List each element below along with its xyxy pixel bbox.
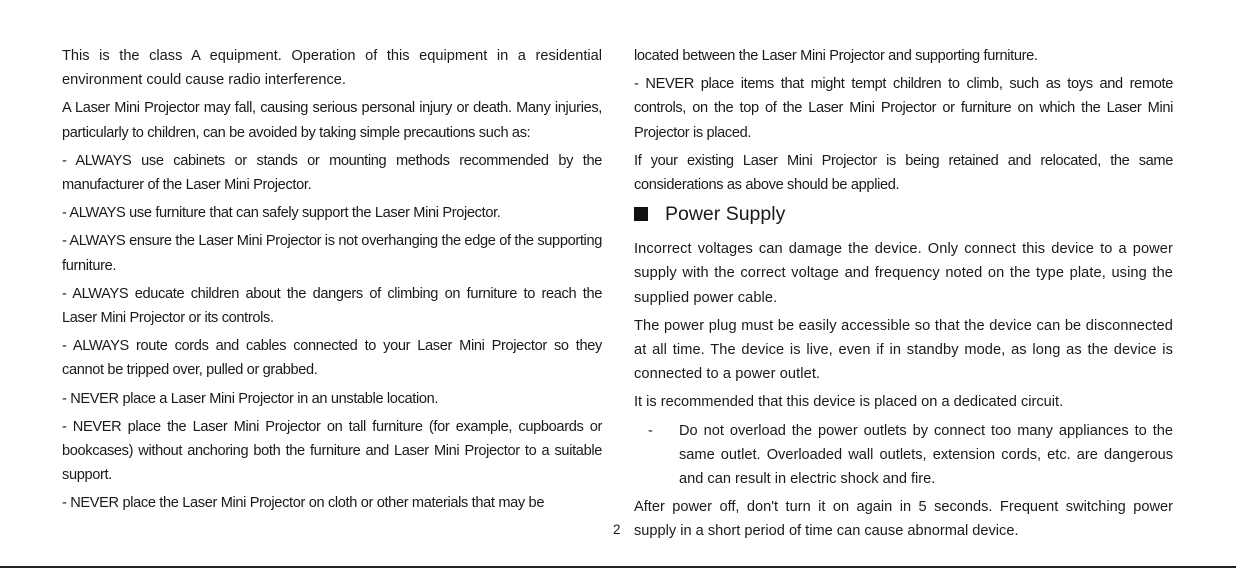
power-off-note: After power off, don't turn it on again in 5 seconds. Frequent switching power supply in a short period of time can cause abnormal device. [634,499,1173,540]
class-a-notice: This is the class A equipment. Operation of this equipment in a residential environment could cause radio interference. [62,48,602,89]
black-square-icon [634,207,648,221]
power-plug-note: The power plug must be easily accessible so that the device can be disconnected at all time. The device is live, even if in standby mode, as long as the device is connected to a power outlet. [634,317,1173,383]
precaution-item: - ALWAYS educate children about the dangers of climbing on furniture to reach the Laser Mini Projector or its controls. [62,285,602,327]
precaution-item: - NEVER place a Laser Mini Projector in an unstable location. [62,390,439,407]
circuit-note: It is recommended that this device is placed on a dedicated circuit. [634,394,1064,411]
overload-item [634,419,1173,492]
right-column [634,44,1173,548]
list-dash: - [648,422,653,439]
overload-text: Do not overload the power outlets by connect too many appliances to the same outlet. Overloaded wall outlets, extension cords, etc. are dangerous and can result in electric shock and fire. [679,422,1173,488]
section-heading-text: Power Supply [665,203,786,226]
fall-warning: A Laser Mini Projector may fall, causing serious personal injury or death. Many injuries, particularly to children, can be avoided by taking simple precautions such as: [62,100,602,141]
precaution-item: - NEVER place items that might tempt children to climb, such as toys and remote controls, on the top of the Laser Mini Projector or furniture on which the Laser Mini Projector is placed. [634,76,1173,141]
continuation-text: located between the Laser Mini Projector and supporting furniture. [634,48,1038,64]
precaution-item: - ALWAYS use cabinets or stands or mounting methods recommended by the manufacturer of the Laser Mini Projector. [62,152,602,194]
left-column [62,44,602,520]
precaution-item: - NEVER place the Laser Mini Projector on tall furniture (for example, cupboards or bookcases) without anchoring both the furniture and Laser Mini Projector to a suitable support. [62,418,602,484]
section-heading [634,201,1173,227]
precaution-item: - NEVER place the Laser Mini Projector on cloth or other materials that may be [62,495,545,512]
relocation-note: If your existing Laser Mini Projector is being retained and relocated, the same considerations as above should be applied. [634,152,1173,194]
precaution-item: - ALWAYS route cords and cables connected to your Laser Mini Projector so they cannot be tripped over, pulled or grabbed. [62,338,602,379]
voltage-warning: Incorrect voltages can damage the device. Only connect this device to a power supply with the correct voltage and frequency noted on the type plate, using the supplied power cable. [634,241,1173,306]
precaution-item: - ALWAYS ensure the Laser Mini Projector is not overhanging the edge of the supporting furniture. [62,233,602,274]
precaution-item: - ALWAYS use furniture that can safely support the Laser Mini Projector. [62,205,501,222]
page-number: 2 [613,522,621,537]
